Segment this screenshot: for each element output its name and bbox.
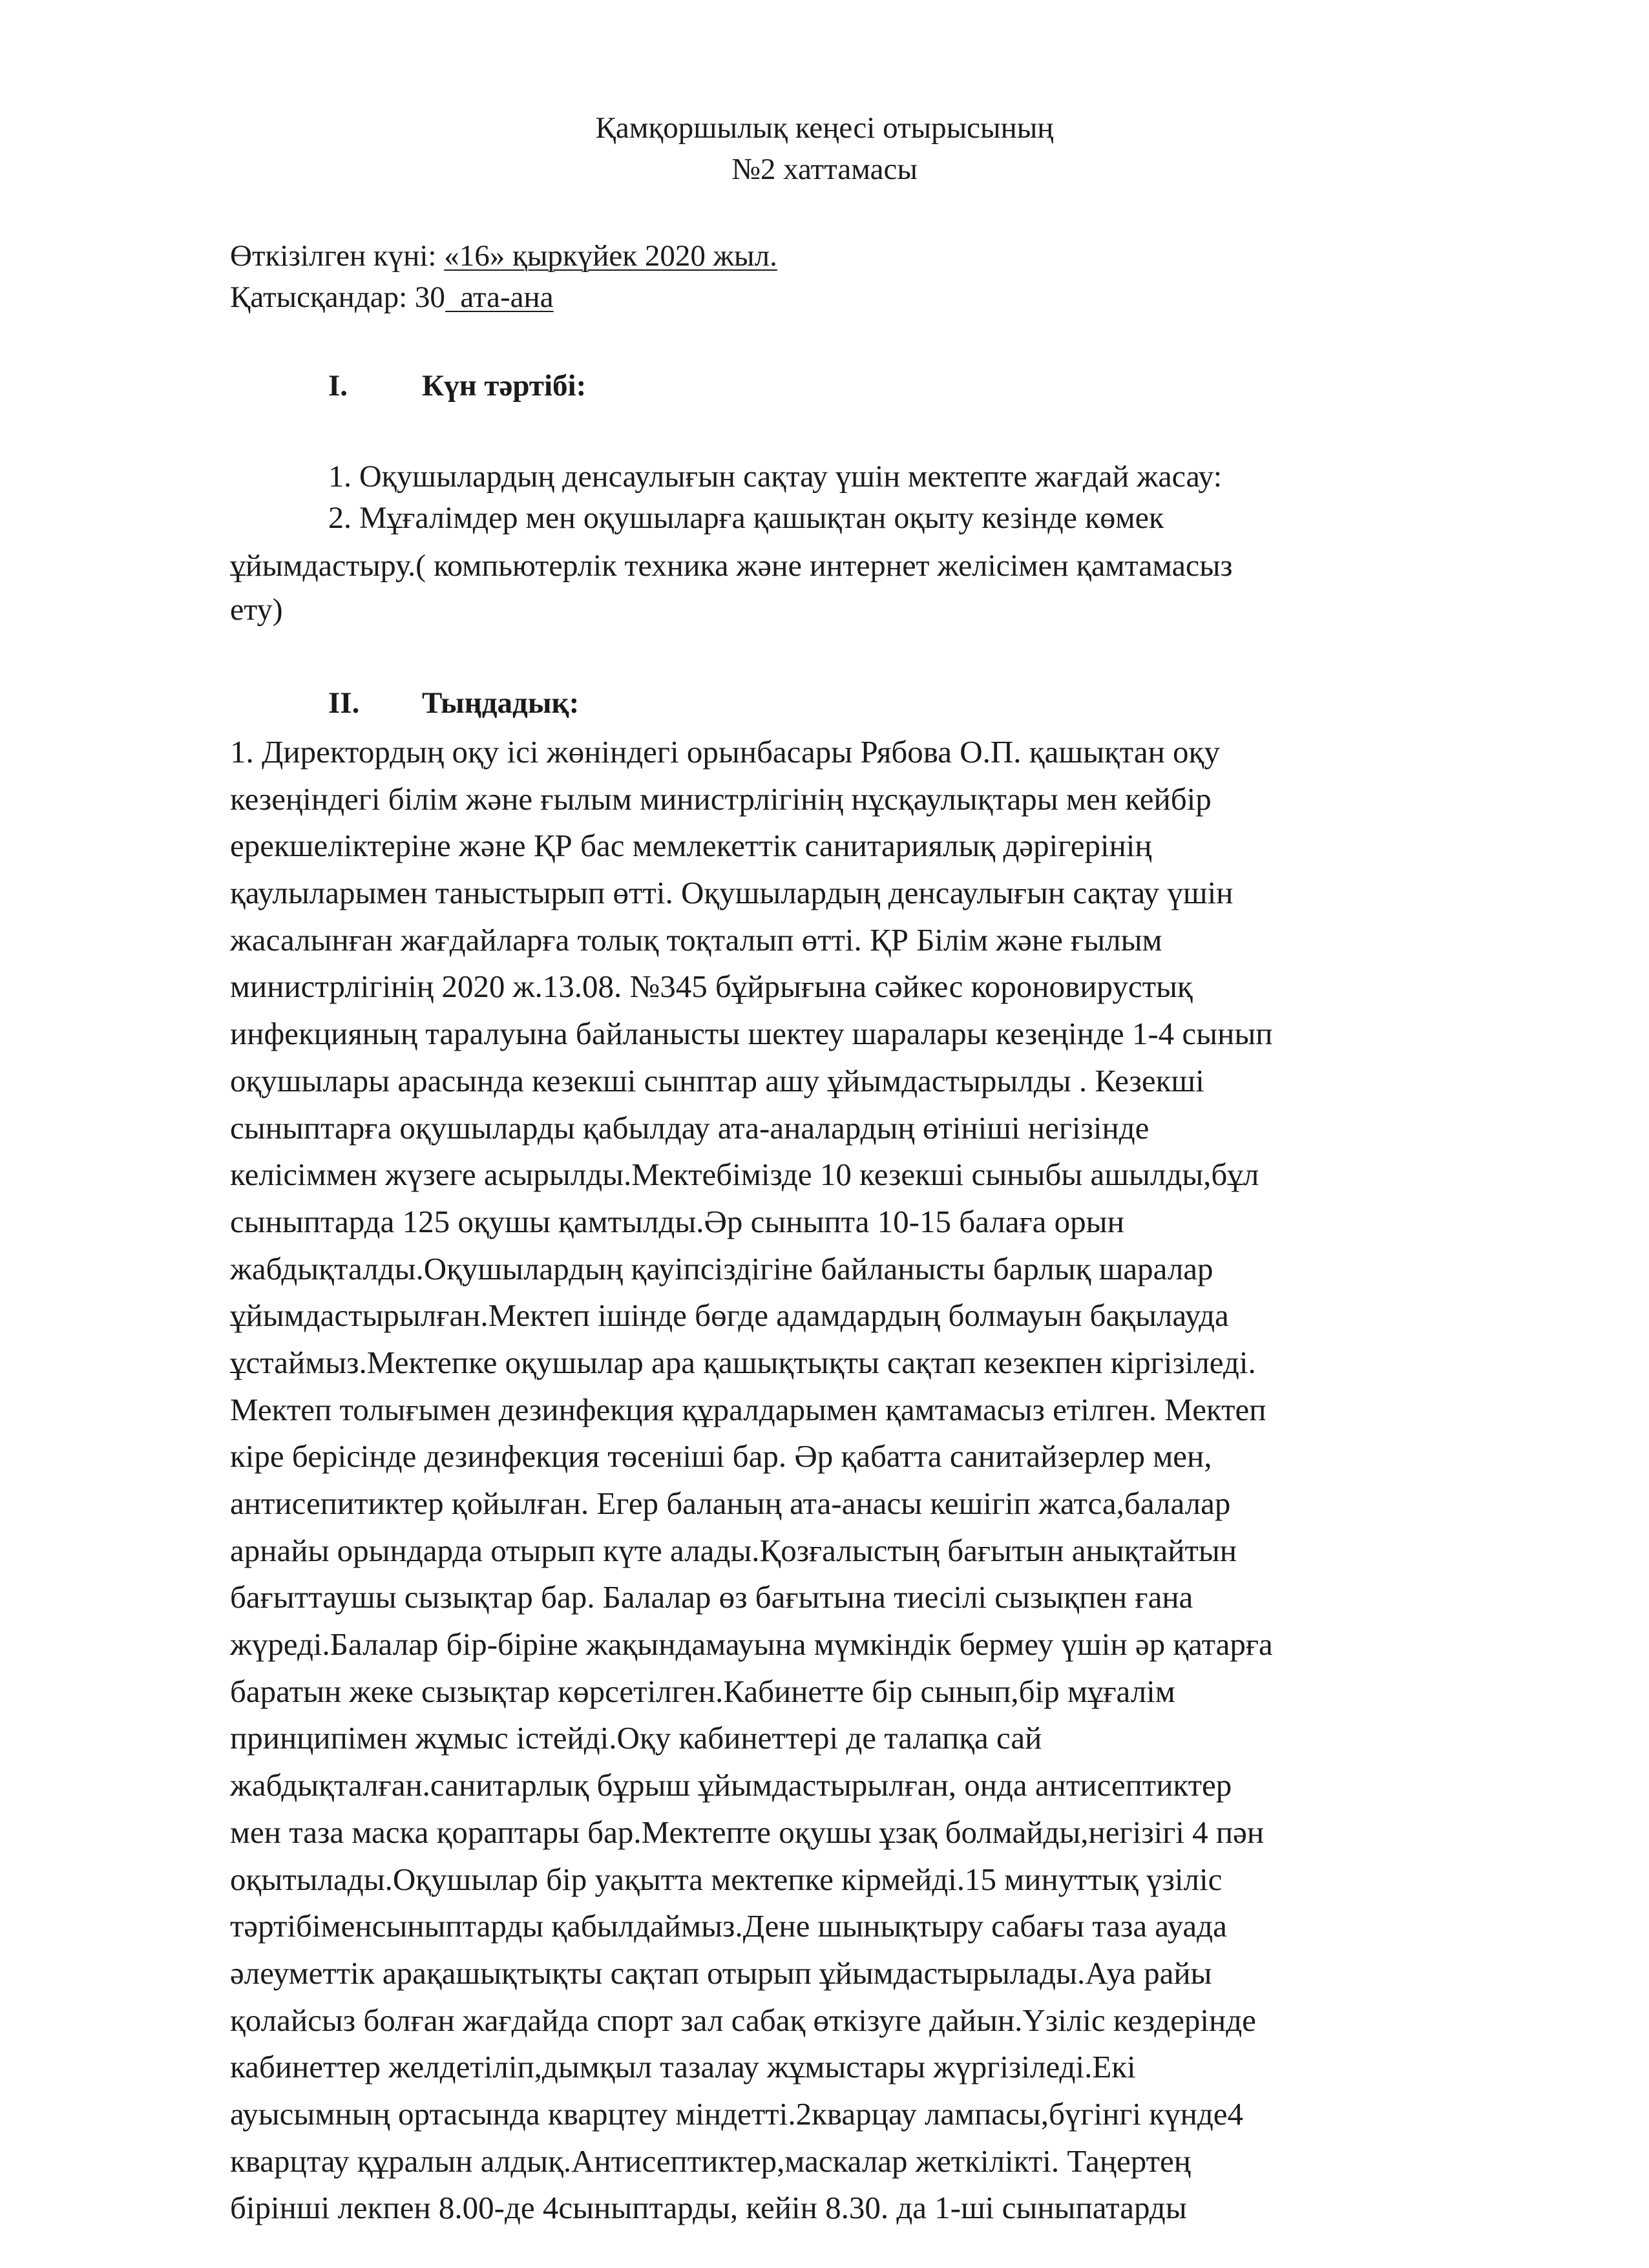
body-line: ұстаймыз.Мектепке оқушылар ара қашықтықты сақтап кезекпен кіргізіледі. bbox=[230, 1344, 1256, 1380]
body-line: оқушылары арасында кезекші сынптар ашу ұйымдастырылды . Кезекші bbox=[230, 1062, 1204, 1098]
participants-value: ата-ана bbox=[445, 280, 554, 314]
body-line: антисепитиктер қойылған. Егер баланың ата-анасы кешігіп жатса,балалар bbox=[230, 1486, 1231, 1521]
agenda-item-2-cont: ұйымдастыру.( компьютерлік техника және интернет желісімен қамтамасыз bbox=[230, 549, 1233, 583]
body-line: ерекшеліктеріне және ҚР бас мемлекеттік санитариялық дәрігерінің bbox=[230, 828, 1152, 864]
body-line: жасалынған жағдайларға толық тоқталып өтті. ҚР Білім және ғылым bbox=[230, 921, 1162, 958]
body-line: жабдықталды.Оқушылардың қауіпсіздігіне байланысты барлық шаралар bbox=[230, 1250, 1213, 1286]
document-title-line-2: №2 хаттамасы bbox=[731, 152, 918, 186]
body-line: 1. Директордың оқу ісі жөніндегі орынбасары Рябова О.П. қашықтан оқу bbox=[230, 734, 1220, 770]
minutes-body bbox=[230, 729, 1490, 2232]
body-line: қолайсыз болған жағдайда спорт зал сабақ өткізуге дайын.Үзіліс кездерінде bbox=[230, 2002, 1256, 2038]
body-line: кезеңіндегі білім және ғылым министрлігінің нұсқаулықтары мен кейбір bbox=[230, 781, 1212, 817]
body-line: кварцтау құралын алдық.Антисептиктер,маскалар жеткілікті. Таңертең bbox=[230, 2143, 1192, 2179]
section-2-heading bbox=[328, 684, 579, 722]
body-line: бірінші лекпен 8.00-де 4сыныптарды, кейін 8.30. да 1-ші сыныпатарды bbox=[230, 2190, 1187, 2226]
body-line: сыныптарда 125 оқушы қамтылды.Әр сыныпта 10-15 балаға орын bbox=[230, 1203, 1124, 1239]
body-line: кіре берісінде дезинфекция төсеніші бар. Әр қабатта санитайзерлер мен, bbox=[230, 1438, 1212, 1475]
body-line: оқытылады.Оқушылар бір уақытта мектепке кірмейді.15 минуттық үзіліс bbox=[230, 1861, 1223, 1897]
body-line: министрлігінің 2020 ж.13.08. №345 бұйрығына сәйкес короновирустық bbox=[230, 969, 1193, 1005]
body-line: әлеуметтік арақашықтықты сақтап отырып ұйымдастырылады.Ауа райы bbox=[230, 1955, 1212, 1991]
body-line: ауысымның ортасында кварцтеу міндетті.2кварцау лампасы,бүгінгі күнде4 bbox=[230, 2095, 1243, 2132]
agenda-item-2: 2. Мұғалімдер мен оқушыларға қашықтан оқыту кезінде көмек bbox=[328, 501, 1164, 535]
body-line: баратын жеке сызықтар көрсетілген.Кабинетте бір сынып,бір мұғалім bbox=[230, 1673, 1175, 1709]
body-line: келісіммен жүзеге асырылды.Мектебімізде 10 кезекші сыныбы ашылды,бұл bbox=[230, 1157, 1259, 1193]
body-line: принципімен жұмыс істейді.Оқу кабинеттері де талапқа сай bbox=[230, 1720, 1042, 1756]
body-line: мен таза маска қораптары бар.Мектепте оқушы ұзақ болмайды,негізігі 4 пән bbox=[230, 1814, 1265, 1850]
document-title-line-1: Қамқоршылық кеңесі отырысының bbox=[595, 111, 1054, 145]
body-line: арнайы орындарда отырып күте алады.Қозғалыстың бағытын анықтайтын bbox=[230, 1532, 1237, 1568]
body-line: жабдықталған.санитарлық бұрыш ұйымдастырылған, онда антисептиктер bbox=[230, 1767, 1232, 1803]
date-value: «16» қыркүйек 2020 жыл. bbox=[444, 239, 777, 273]
body-line: сыныптарға оқушыларды қабылдау ата-аналардың өтініші негізінде bbox=[230, 1109, 1150, 1146]
agenda-item-2-end: ету) bbox=[230, 593, 283, 627]
body-line: тәртібіменсыныптарды қабылдаймыз.Дене шынықтыру сабағы таза ауада bbox=[230, 1908, 1227, 1944]
body-line: бағыттаушы сызықтар бар. Балалар өз бағытына тиесілі сызықпен ғана bbox=[230, 1579, 1193, 1615]
section-2-number: II. bbox=[328, 686, 360, 720]
section-1-heading bbox=[328, 366, 586, 405]
body-line: Мектеп толығымен дезинфекция құралдарымен қамтамасыз етілген. Мектеп bbox=[230, 1391, 1266, 1427]
body-line: инфекцияның таралуына байланысты шектеу шаралары кезеңінде 1-4 сынып bbox=[230, 1016, 1273, 1052]
body-line: ұйымдастырылған.Мектеп ішінде бөгде адамдардың болмауын бақылауда bbox=[230, 1297, 1229, 1334]
body-line: қаулыларымен таныстырып өтті. Оқушылардың денсаулығын сақтау үшін bbox=[230, 875, 1234, 911]
section-1-number: I. bbox=[328, 369, 348, 403]
date-label: Өткізілген күні: bbox=[230, 239, 437, 273]
body-line: жүреді.Балалар бір-біріне жақындамауына мүмкіндік бермеу үшін әр қатарға bbox=[230, 1626, 1273, 1663]
participants-label: Қатысқандар: 30 bbox=[230, 280, 445, 314]
section-2-title: Тыңдадық: bbox=[422, 686, 580, 720]
body-line: кабинеттер желдетіліп,дымқыл тазалау жұмыстары жүргізіледі.Екі bbox=[230, 2049, 1136, 2085]
date-row bbox=[230, 236, 777, 275]
section-1-title: Күн тәртібі: bbox=[422, 369, 587, 403]
participants-row bbox=[230, 278, 554, 317]
agenda-item-1: 1. Оқушылардың денсаулығын сақтау үшін мектепте жағдай жасау: bbox=[328, 459, 1223, 494]
